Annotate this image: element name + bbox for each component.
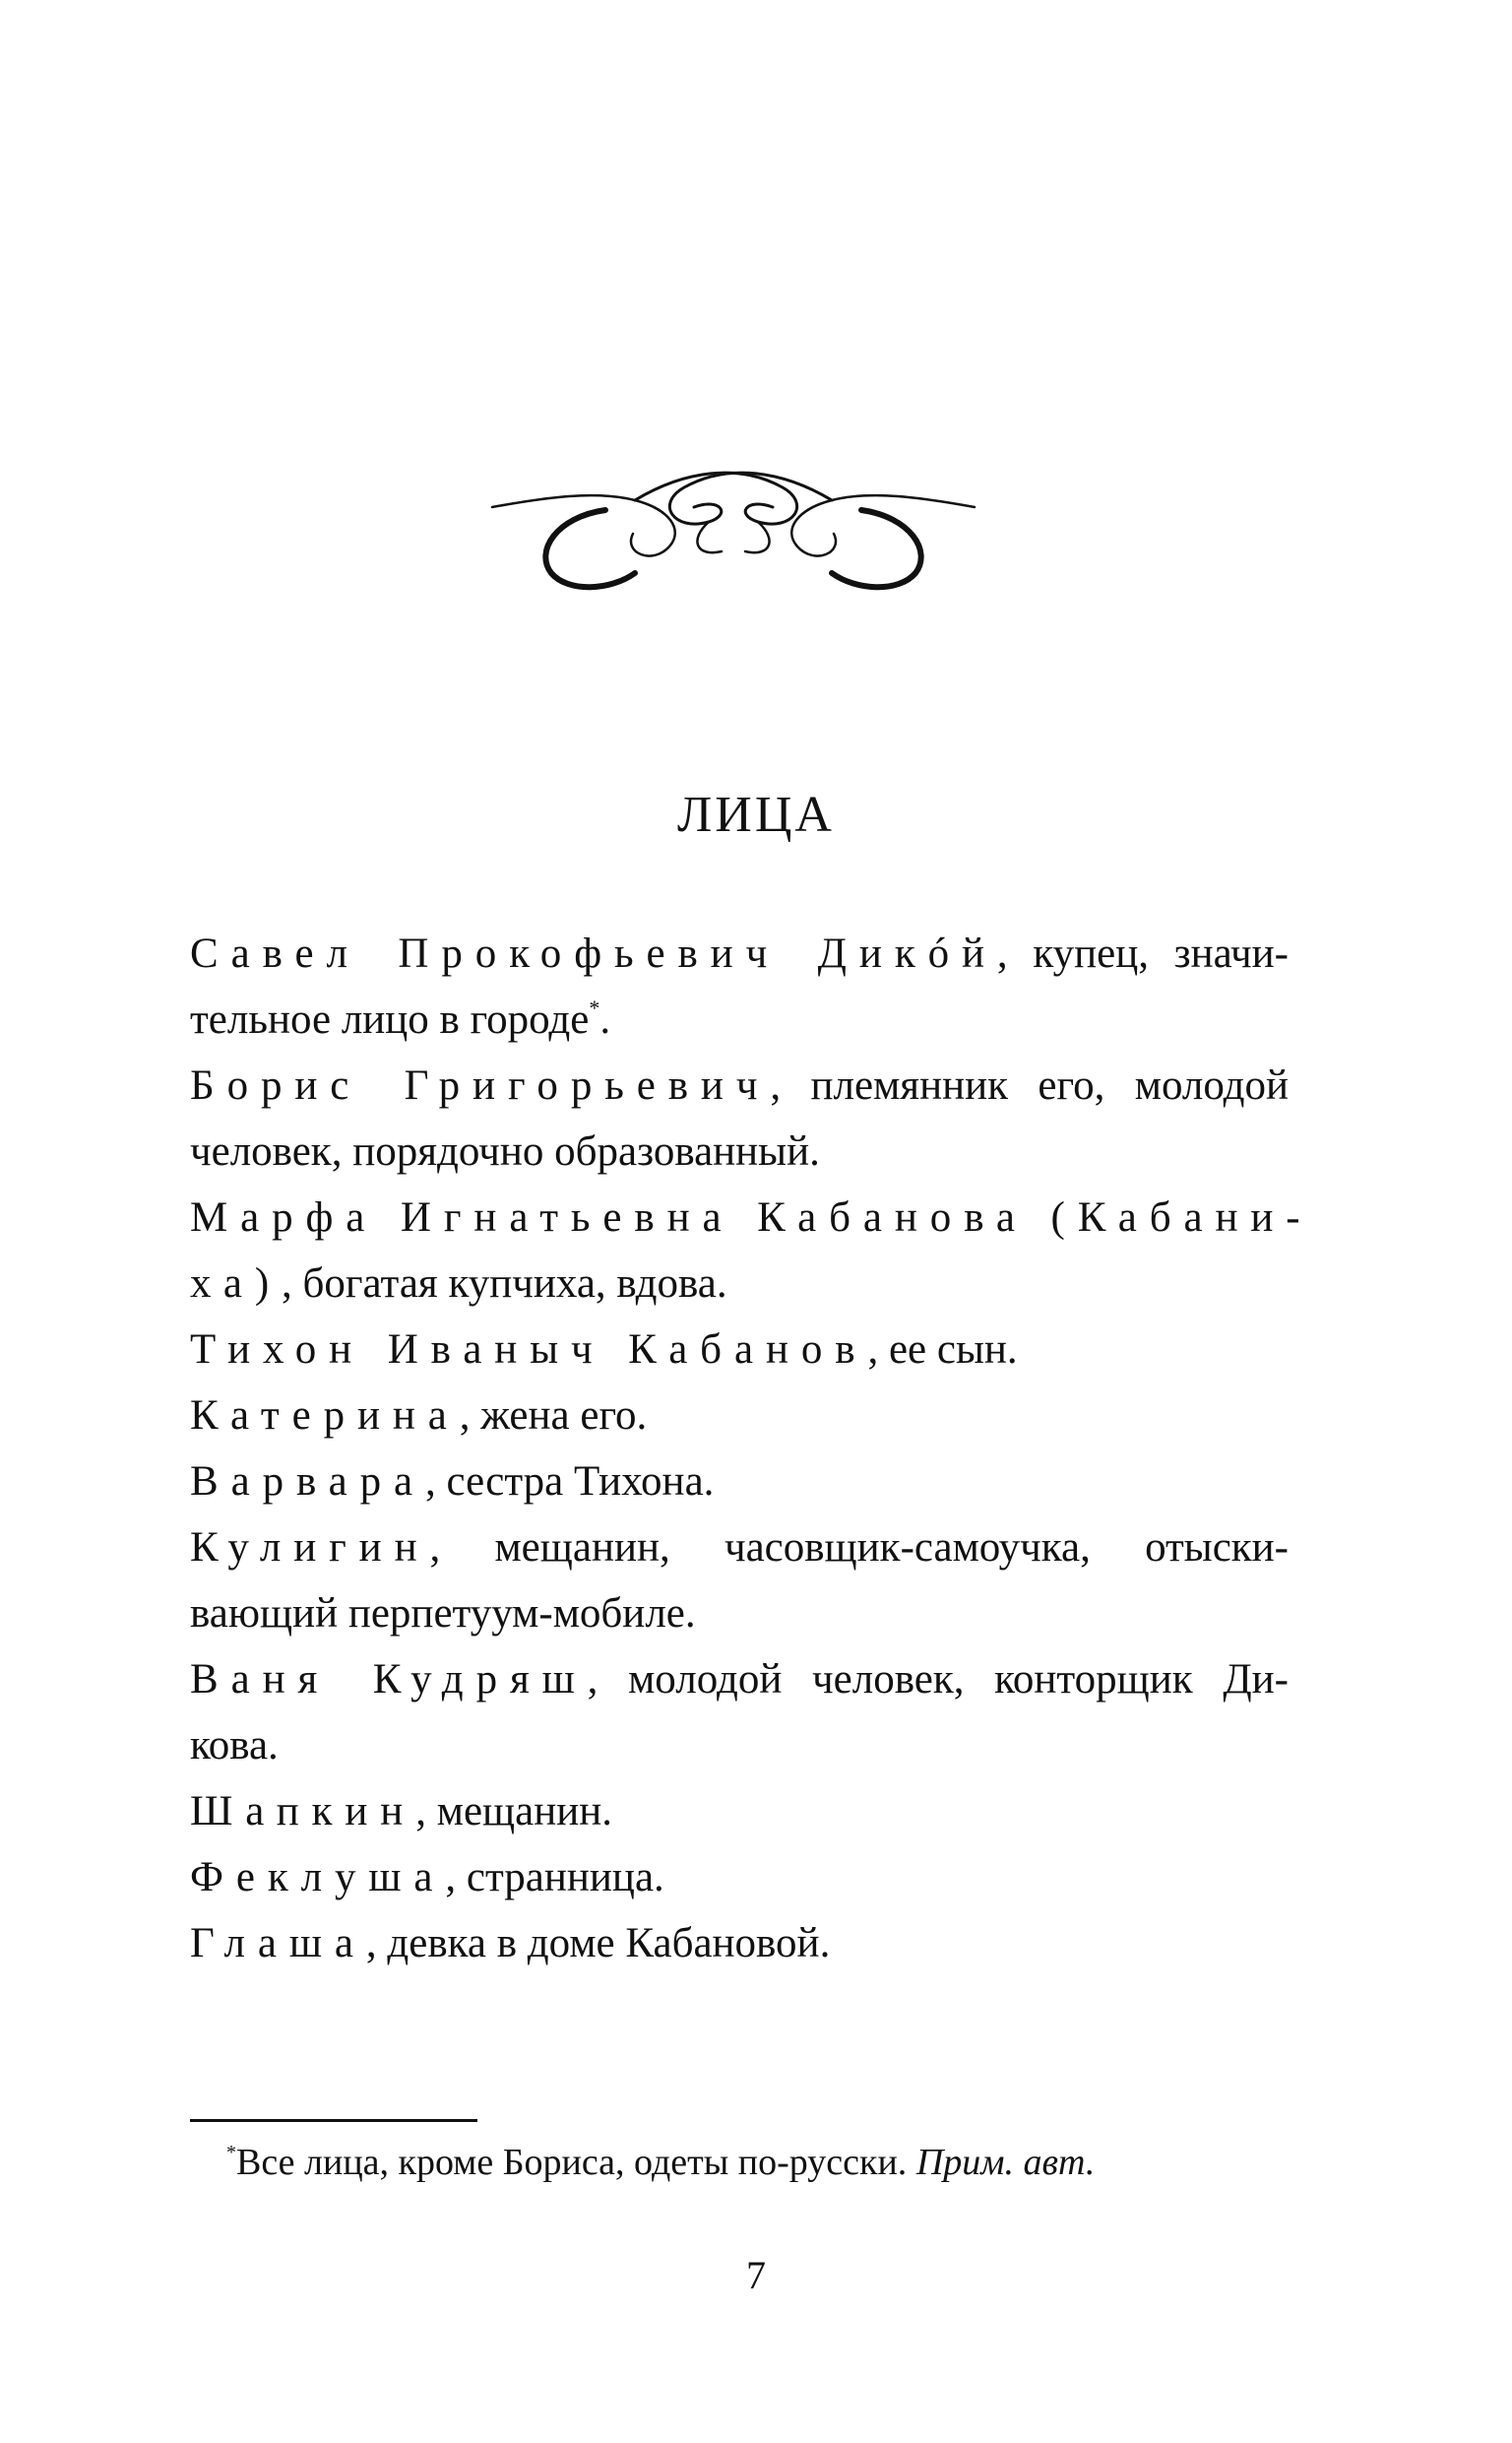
cast-entry-marfa-continued	[190, 1251, 1289, 1317]
cast-entry-katerina	[190, 1382, 1289, 1448]
character-name: Тихон Иваныч Кабанов	[190, 1326, 868, 1373]
character-description: человек, порядочно образованный.	[190, 1128, 820, 1175]
cast-entry-feklusha	[190, 1844, 1289, 1910]
character-description: , девка в доме Кабановой.	[365, 1920, 831, 1966]
character-description: тельное лицо в городе	[190, 996, 590, 1043]
character-description: , ее сын.	[867, 1326, 1018, 1373]
character-description: , жена его.	[459, 1392, 648, 1439]
cast-entry-shapkin	[190, 1778, 1289, 1844]
character-description: , мещанин, часовщик-самоучка, отыски-	[429, 1524, 1289, 1571]
footnote-attribution: Прим. авт.	[915, 2142, 1096, 2183]
cast-entry-marfa	[190, 1185, 1313, 1251]
cast-entry-glasha	[190, 1910, 1289, 1976]
character-name: Марфа Игнатьевна Кабанова (Кабани-	[190, 1194, 1313, 1241]
character-name: ха)	[190, 1260, 283, 1307]
character-description: вающий перпетуум-мобиле.	[190, 1590, 696, 1637]
cast-entry-boris-continued	[190, 1119, 1289, 1185]
character-description: , мещанин.	[415, 1788, 613, 1834]
cast-entry-savel-continued	[190, 987, 1289, 1053]
footnote-text: Все лица, кроме Бориса, одеты по-русски.	[236, 2142, 916, 2183]
cast-entry-savel	[190, 921, 1289, 987]
character-name: Глаша	[190, 1920, 366, 1966]
character-name: Феклуша	[190, 1854, 446, 1900]
flourish-ornament-icon	[487, 463, 979, 596]
character-description: , сестра Тихона.	[424, 1458, 715, 1505]
cast-entry-varvara	[190, 1448, 1289, 1514]
page-number: 7	[746, 2253, 766, 2297]
footnote-marker: *	[589, 996, 600, 1020]
character-name: Ваня Кудряш	[190, 1656, 588, 1703]
character-name: Кулигин	[190, 1524, 430, 1571]
cast-entry-vanya-continued	[190, 1712, 1289, 1778]
cast-entry-vanya	[190, 1646, 1289, 1712]
character-description: , молодой человек, конторщик Ди-	[587, 1656, 1289, 1703]
character-description: , странница.	[445, 1854, 664, 1900]
character-name: Шапкин	[190, 1788, 416, 1834]
character-description: кова.	[190, 1722, 279, 1768]
footnote	[226, 2138, 1095, 2187]
character-name: Борис Григорьевич	[190, 1062, 771, 1109]
footnote-marker: *	[226, 2142, 236, 2163]
character-name: Савел Прокофьевич Дикóй	[190, 931, 997, 977]
punctuation: .	[599, 996, 611, 1043]
cast-list	[190, 921, 1313, 1976]
character-description: , богатая купчиха, вдова.	[282, 1260, 727, 1307]
page-title: ЛИЦА	[677, 787, 835, 843]
character-description: , купец, значи-	[996, 931, 1289, 977]
character-name: Варвара	[190, 1458, 425, 1505]
cast-entry-tikhon	[190, 1317, 1289, 1382]
footnote-divider	[190, 2119, 477, 2122]
cast-entry-boris	[190, 1053, 1289, 1119]
cast-entry-kuligin	[190, 1514, 1289, 1580]
character-description: , племянник его, молодой	[770, 1062, 1289, 1109]
cast-entry-kuligin-continued	[190, 1580, 1289, 1646]
character-name: Катерина	[190, 1392, 460, 1439]
